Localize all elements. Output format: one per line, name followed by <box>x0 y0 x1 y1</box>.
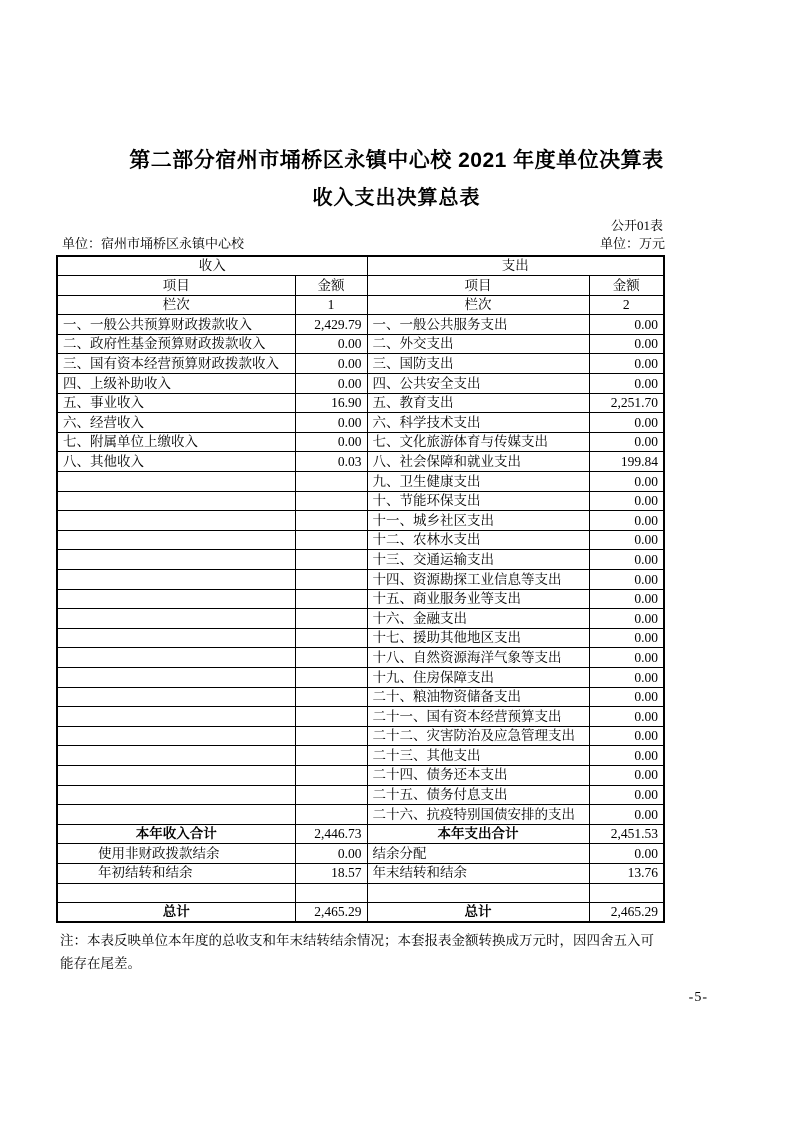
income-amount-cell: 18.57 <box>295 863 367 883</box>
expense-amount-cell: 0.00 <box>589 726 664 746</box>
income-amount-cell <box>295 570 367 590</box>
expense-item-cell: 十一、城乡社区支出 <box>367 511 589 531</box>
table-row <box>57 903 664 923</box>
income-item-cell: 五、事业收入 <box>57 393 295 413</box>
income-amount-cell <box>295 648 367 668</box>
table-row <box>57 726 664 746</box>
income-amount-cell: 2,446.73 <box>295 824 367 844</box>
income-item-cell <box>57 805 295 825</box>
table-row <box>57 315 664 335</box>
table-row <box>57 550 664 570</box>
expense-item-cell: 十七、援助其他地区支出 <box>367 628 589 648</box>
income-amount-cell <box>295 628 367 648</box>
table-row <box>57 491 664 511</box>
income-amount-header: 金额 <box>295 276 367 296</box>
income-amount-cell: 0.00 <box>295 844 367 864</box>
income-item-cell <box>57 883 295 903</box>
income-amount-cell <box>295 726 367 746</box>
table-row <box>57 883 664 903</box>
income-item-cell <box>57 746 295 766</box>
income-amount-cell: 0.00 <box>295 413 367 433</box>
expense-item-cell: 十、节能环保支出 <box>367 491 589 511</box>
expense-item-cell: 二十二、灾害防治及应急管理支出 <box>367 726 589 746</box>
table-row <box>57 648 664 668</box>
income-index-label: 栏次 <box>57 295 295 315</box>
income-amount-cell <box>295 511 367 531</box>
expense-item-cell: 二十三、其他支出 <box>367 746 589 766</box>
expense-item-cell: 一、一般公共服务支出 <box>367 315 589 335</box>
expense-item-cell: 二十一、国有资本经营预算支出 <box>367 707 589 727</box>
expense-item-cell: 四、公共安全支出 <box>367 374 589 394</box>
expense-index-value: 2 <box>589 295 664 315</box>
income-item-cell <box>57 726 295 746</box>
income-amount-cell <box>295 472 367 492</box>
expense-item-cell: 十八、自然资源海洋气象等支出 <box>367 648 589 668</box>
column-header-row <box>57 276 664 296</box>
expense-item-cell: 十六、金融支出 <box>367 609 589 629</box>
expense-item-cell: 二十、粮油物资储备支出 <box>367 687 589 707</box>
expense-amount-cell: 0.00 <box>589 609 664 629</box>
expense-amount-cell: 2,451.53 <box>589 824 664 844</box>
income-item-cell: 一、一般公共预算财政拨款收入 <box>57 315 295 335</box>
expense-amount-cell: 0.00 <box>589 511 664 531</box>
expense-item-cell: 五、教育支出 <box>367 393 589 413</box>
expense-amount-cell: 0.00 <box>589 570 664 590</box>
table-row <box>57 844 664 864</box>
income-item-cell <box>57 765 295 785</box>
table-code-label: 公开01表 <box>610 218 663 233</box>
income-item-cell: 二、政府性基金预算财政拨款收入 <box>57 334 295 354</box>
income-amount-cell: 2,465.29 <box>295 903 367 923</box>
expense-amount-cell: 0.00 <box>589 746 664 766</box>
expense-amount-cell: 0.00 <box>589 589 664 609</box>
expense-amount-cell: 0.00 <box>589 805 664 825</box>
income-item-cell <box>57 589 295 609</box>
income-amount-cell: 2,429.79 <box>295 315 367 335</box>
income-item-cell: 八、其他收入 <box>57 452 295 472</box>
expense-item-cell: 二十六、抗疫特别国债安排的支出 <box>367 805 589 825</box>
expense-amount-cell: 0.00 <box>589 491 664 511</box>
income-item-cell: 使用非财政拨款结余 <box>57 844 295 864</box>
expense-section-header: 支出 <box>367 256 664 276</box>
income-amount-cell <box>295 785 367 805</box>
income-amount-cell <box>295 550 367 570</box>
expense-amount-cell: 0.00 <box>589 648 664 668</box>
income-section-header: 收入 <box>57 256 367 276</box>
expense-item-cell: 总计 <box>367 903 589 923</box>
table-row <box>57 570 664 590</box>
expense-item-cell: 六、科学技术支出 <box>367 413 589 433</box>
income-amount-cell <box>295 805 367 825</box>
expense-item-header: 项目 <box>367 276 589 296</box>
expense-amount-header: 金额 <box>589 276 664 296</box>
table-row <box>57 452 664 472</box>
income-item-cell <box>57 707 295 727</box>
table-row <box>57 785 664 805</box>
expense-amount-cell: 0.00 <box>589 707 664 727</box>
income-item-cell <box>57 609 295 629</box>
section-header-row <box>57 256 664 276</box>
expense-amount-cell: 0.00 <box>589 844 664 864</box>
income-expense-table <box>56 255 665 923</box>
income-amount-cell <box>295 883 367 903</box>
expense-amount-cell: 0.00 <box>589 667 664 687</box>
expense-item-cell: 二、外交支出 <box>367 334 589 354</box>
income-amount-cell: 0.00 <box>295 432 367 452</box>
income-amount-cell: 0.00 <box>295 334 367 354</box>
expense-amount-cell: 0.00 <box>589 374 664 394</box>
unit-row <box>62 236 665 252</box>
expense-item-cell: 二十四、债务还本支出 <box>367 765 589 785</box>
income-amount-cell <box>295 667 367 687</box>
income-item-cell <box>57 570 295 590</box>
table-row <box>57 374 664 394</box>
income-amount-cell <box>295 707 367 727</box>
table-row <box>57 334 664 354</box>
expense-item-cell: 十五、商业服务业等支出 <box>367 589 589 609</box>
expense-item-cell: 十二、农林水支出 <box>367 530 589 550</box>
income-item-cell: 总计 <box>57 903 295 923</box>
income-item-cell: 六、经营收入 <box>57 413 295 433</box>
table-row <box>57 687 664 707</box>
table-row <box>57 863 664 883</box>
income-item-cell <box>57 530 295 550</box>
table-row <box>57 354 664 374</box>
income-item-cell: 三、国有资本经营预算财政拨款收入 <box>57 354 295 374</box>
income-item-header: 项目 <box>57 276 295 296</box>
expense-amount-cell: 0.00 <box>589 550 664 570</box>
expense-item-cell: 结余分配 <box>367 844 589 864</box>
table-row <box>57 413 664 433</box>
expense-amount-cell: 13.76 <box>589 863 664 883</box>
column-index-row <box>57 295 664 315</box>
table-row <box>57 746 664 766</box>
expense-item-cell: 二十五、债务付息支出 <box>367 785 589 805</box>
income-amount-cell <box>295 746 367 766</box>
income-item-cell <box>57 511 295 531</box>
expense-amount-cell <box>589 883 664 903</box>
income-amount-cell <box>295 530 367 550</box>
expense-item-cell: 十九、住房保障支出 <box>367 667 589 687</box>
income-item-cell <box>57 472 295 492</box>
expense-amount-cell: 0.00 <box>589 413 664 433</box>
table-row <box>57 432 664 452</box>
expense-amount-cell: 2,251.70 <box>589 393 664 413</box>
income-amount-cell <box>295 687 367 707</box>
income-amount-cell: 0.03 <box>295 452 367 472</box>
table-row <box>57 393 664 413</box>
income-item-cell <box>57 687 295 707</box>
expense-index-label: 栏次 <box>367 295 589 315</box>
table-row <box>57 628 664 648</box>
table-row <box>57 609 664 629</box>
expense-item-cell: 九、卫生健康支出 <box>367 472 589 492</box>
table-row <box>57 530 664 550</box>
income-amount-cell: 16.90 <box>295 393 367 413</box>
table-row <box>57 707 664 727</box>
income-item-cell <box>57 491 295 511</box>
expense-item-cell: 本年支出合计 <box>367 824 589 844</box>
income-index-value: 1 <box>295 295 367 315</box>
unit-currency-label: 单位：万元 <box>599 236 665 251</box>
income-amount-cell <box>295 491 367 511</box>
expense-item-cell: 十四、资源勘探工业信息等支出 <box>367 570 589 590</box>
table-row <box>57 472 664 492</box>
expense-amount-cell: 199.84 <box>589 452 664 472</box>
expense-amount-cell: 0.00 <box>589 354 664 374</box>
table-row <box>57 667 664 687</box>
income-item-cell <box>57 785 295 805</box>
expense-item-cell: 八、社会保障和就业支出 <box>367 452 589 472</box>
income-item-cell: 四、上级补助收入 <box>57 374 295 394</box>
table-row <box>57 589 664 609</box>
expense-amount-cell: 0.00 <box>589 315 664 335</box>
table-row <box>57 824 664 844</box>
expense-amount-cell: 0.00 <box>589 785 664 805</box>
expense-item-cell: 七、文化旅游体育与传媒支出 <box>367 432 589 452</box>
expense-amount-cell: 0.00 <box>589 432 664 452</box>
income-amount-cell: 0.00 <box>295 354 367 374</box>
income-item-cell: 本年收入合计 <box>57 824 295 844</box>
income-amount-cell <box>295 609 367 629</box>
table-row <box>57 511 664 531</box>
expense-amount-cell: 0.00 <box>589 687 664 707</box>
footnote: 注：本表反映单位本年度的总收支和年末结转结余情况；本套报表金额转换成万元时，因四舍五入可能存在尾差。 <box>60 933 654 971</box>
income-item-cell: 七、附属单位上缴收入 <box>57 432 295 452</box>
expense-amount-cell: 0.00 <box>589 765 664 785</box>
expense-item-cell <box>367 883 589 903</box>
income-amount-cell <box>295 589 367 609</box>
expense-item-cell: 十三、交通运输支出 <box>367 550 589 570</box>
page-title: 第二部分宿州市埇桥区永镇中心校 2021 年度单位决算表 <box>129 149 664 172</box>
income-amount-cell: 0.00 <box>295 374 367 394</box>
expense-item-cell: 年末结转和结余 <box>367 863 589 883</box>
expense-amount-cell: 0.00 <box>589 472 664 492</box>
table-row <box>57 805 664 825</box>
expense-amount-cell: 0.00 <box>589 530 664 550</box>
expense-amount-cell: 2,465.29 <box>589 903 664 923</box>
income-amount-cell <box>295 765 367 785</box>
page-number: -5- <box>688 990 708 1005</box>
income-item-cell: 年初结转和结余 <box>57 863 295 883</box>
income-item-cell <box>57 648 295 668</box>
income-item-cell <box>57 667 295 687</box>
income-item-cell <box>57 550 295 570</box>
unit-name-label: 单位：宿州市埇桥区永镇中心校 <box>62 236 245 251</box>
table-row <box>57 765 664 785</box>
expense-item-cell: 三、国防支出 <box>367 354 589 374</box>
page-subtitle: 收入支出决算总表 <box>312 187 481 209</box>
expense-amount-cell: 0.00 <box>589 334 664 354</box>
expense-amount-cell: 0.00 <box>589 628 664 648</box>
income-item-cell <box>57 628 295 648</box>
